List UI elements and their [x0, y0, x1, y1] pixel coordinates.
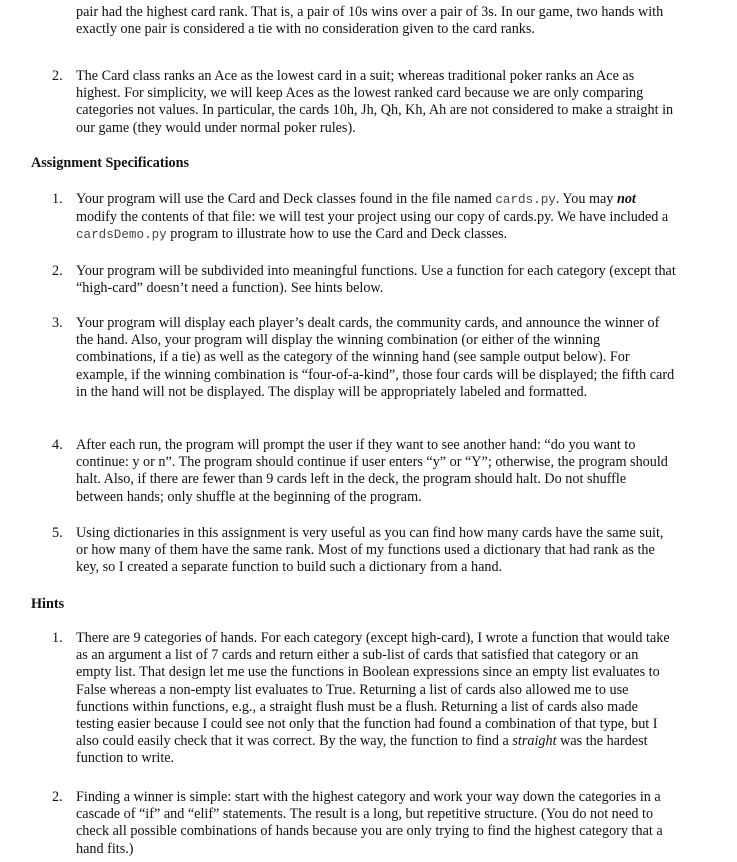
- filename-cards-py: cards.py: [495, 193, 556, 207]
- spec-item-1-text-a: Your program will use the Card and Deck classes found in the file named: [76, 191, 496, 207]
- spec-item-5: Using dictionaries in this assignment is very useful as you can find how many cards have the same suit, or how many of them have the same rank. Most of my functions used a dictionary that had rank as the key, so I created a separate function to build such a dictionary from a hand.: [76, 525, 664, 576]
- filename-cardsdemo-py: cardsDemo.py: [76, 228, 167, 243]
- intro-paragraph: pair had the highest card rank. That is, a pair of 10s wins over a pair of 3s. In our game, two hands with exactly one pair is considered a tie with no consideration given to the card ranks.: [76, 4, 664, 38]
- spec-item-number: 2.: [52, 263, 63, 279]
- intro-item-2: The Card class ranks an Ace as the lowest card in a suit; whereas traditional poker ranks an Ace as highest. For simplicity, we will keep Aces as the lowest ranked card because we are only comparing categories not values. In particular, the cards 10h, Jh, Qh, Kh, Ah are not considered to make a straight in our game (they would under normal poker rules).: [76, 68, 674, 136]
- hint-item-2: Finding a winner is simple: start with the highest category and work your way down the categories in a cascade of “if” and “elif” statements. The result is a long, but repetitive structure. (You do not need to check all possible combinations of hands because you are only trying to find the highest category that a hand fits.): [76, 789, 663, 857]
- spec-item-1-text-b: . You may: [555, 191, 617, 207]
- spec-item-1-text-d: program to illustrate how to use the Card and Deck classes.: [166, 226, 508, 243]
- section-heading-hints: Hints: [31, 596, 65, 612]
- hint-item-number: 2.: [52, 789, 63, 805]
- emphasis-straight: straight: [512, 733, 557, 750]
- spec-item-number: 1.: [52, 191, 63, 207]
- spec-item-3: Your program will display each player’s dealt cards, the community cards, and announce the winner of the hand. Also, your program will display the winning combination (or either of the winning combinations, if a tie) as well as the category of the winning hand (see sample output below). For example, if the winning combination is “four-of-a-kind”, those four cards will be displayed; the fifth card in the hand will not be displayed. The display will be appropriately labeled and formatted.: [76, 315, 675, 400]
- spec-item-1: [76, 191, 676, 245]
- spec-item-number: 3.: [52, 315, 63, 331]
- section-heading-specifications: Assignment Specifications: [31, 155, 190, 171]
- spec-item-2: Your program will be subdivided into meaningful functions. Use a function for each category (except that “high-card” doesn’t need a function). See hints below.: [76, 263, 676, 297]
- intro-item-number: 2.: [52, 68, 63, 84]
- emphasis-not: not: [616, 191, 636, 207]
- spec-item-number: 4.: [52, 437, 63, 453]
- hint-item-1-text-b: was the hardest function to write.: [76, 733, 648, 767]
- hint-item-1-text-a: There are 9 categories of hands. For each category (except high-card), I wrote a function that would take as an argument a list of 7 cards and return either a sub-list of cards that satisfied that category or an empty list. That design let me use the functions in Boolean expressions since an empty list evaluates to False whereas a non-empty list evaluates to True. Returning a list of cards also allowed me to use functions within functions, e.g., a straight flush must be a flush. Returning a list of cards also made testing easier because I could see not only that the function had found a combination of that type, but I also could easily check that it was correct. By the way, the function to find a: [76, 630, 670, 750]
- hint-item-1: [76, 630, 676, 768]
- hint-item-number: 1.: [52, 630, 63, 646]
- spec-item-number: 5.: [52, 525, 63, 541]
- spec-item-4: After each run, the program will prompt the user if they want to see another hand: “do you want to continue: y or n”. The program should continue if user enters “y” or “Y”; otherwise, the program should halt. Also, if there are fewer than 9 cards left in the deck, the program should halt. Do not shuffle between hands; only shuffle at the beginning of the program.: [76, 437, 668, 505]
- spec-item-1-text-c: modify the contents of that file: we will test your project using our copy of cards.py. We have included a: [76, 209, 669, 226]
